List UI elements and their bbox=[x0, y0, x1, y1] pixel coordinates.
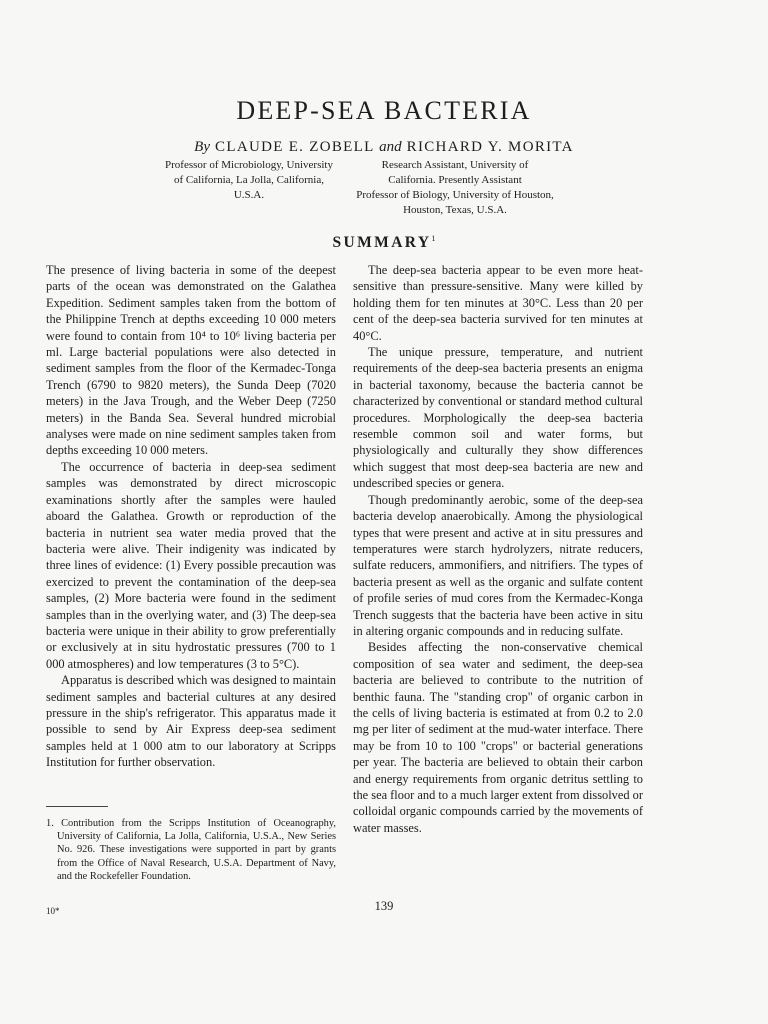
affiliation-line: California. Presently Assistant bbox=[388, 174, 522, 186]
paragraph: Besides affecting the non-conservative chemical composition of sea water and sediment, the deep-sea bacteria are believed to contribute to the nutrition of benthic fauna. The "standing crop" of organic carbon in the cells of living bacteria is estimated at from 0.2 to 2.0 mg per liter of sediment at the mud-water interface. There may be from 10 to 100 "crops" or bacterial generations per year. The bacteria are believed to obtain their carbon and energy requirements from organic detritus settling to the sea floor and to a much larger extent from dissolved or colloidal organic compounds carried by the movements of water masses. bbox=[353, 640, 643, 835]
affiliation-morita bbox=[340, 158, 570, 218]
signature-mark: 10* bbox=[46, 906, 60, 916]
author-morita: RICHARD Y. MORITA bbox=[406, 139, 574, 155]
paragraph: Apparatus is described which was designed to maintain sediment samples and bacterial cultures at any desired pressure in the ship's refrigerator. This apparatus made it possible to send by Air Express deep-sea sediment samples held at 1 000 atm to our laboratory at Scripps Institution for further observation. bbox=[46, 673, 336, 770]
byline-and: and bbox=[379, 139, 402, 155]
byline-by: By bbox=[194, 139, 210, 155]
paragraph: The deep-sea bacteria appear to be even more heat-sensitive than pressure-sensitive. Many were killed by holding them for ten minutes at 30°C. Less than 20 per cent of the deep-sea bacteria survived for ten minutes at 40°C. bbox=[353, 263, 643, 343]
summary-heading bbox=[0, 234, 768, 252]
footnote: 1. Contribution from the Scripps Institution of Oceanography, University of California, La Jolla, California, U.S.A., New Series No. 926. These investigations were supported in part by grants from the Office of Naval Research, U.S.A. Department of Navy, and the Rockefeller Foundation. bbox=[46, 818, 336, 882]
byline bbox=[0, 139, 768, 156]
paragraph: Though predominantly aerobic, some of the deep-sea bacteria develop anaerobically. Among the physiological types that were present and active at in situ pressures and temperatures were starch hydrolyzers, nitrate reducers, sulfate reducers, ammonifiers, and nitrifiers. The types of bacteria present as well as the organic and sulfate content of profile series of mud cores from the Kermadec-Konga Trench suggests that the bacteria have been active in situ in altering organic compounds and in reducing sulfate. bbox=[353, 492, 643, 638]
affiliation-zobell bbox=[150, 158, 348, 203]
footnote-mark: 1 bbox=[431, 234, 436, 243]
affiliation-line: Houston, Texas, U.S.A. bbox=[403, 204, 507, 216]
affiliation-line: Professor of Biology, University of Houston, bbox=[356, 189, 554, 201]
paragraph: The unique pressure, temperature, and nutrient requirements of the deep-sea bacteria presents an enigma in bacterial taxonomy, because the bacteria cannot be characterized by conventional or standard method cultural procedures. Morphologically the deep-sea bacteria resemble common soil and water forms, but physiologically and culturally they show differences which suggest that most deep-sea bacteria are new and undescribed species or genera. bbox=[353, 345, 643, 491]
author-zobell: CLAUDE E. ZOBELL bbox=[215, 139, 375, 155]
article-title: DEEP-SEA BACTERIA bbox=[236, 96, 532, 125]
page-number: 139 bbox=[374, 899, 394, 913]
affiliation-line: U.S.A. bbox=[233, 189, 265, 201]
affiliation-line: Research Assistant, University of bbox=[381, 159, 529, 171]
affiliation-line: Professor of Microbiology, University bbox=[165, 159, 333, 171]
right-column bbox=[353, 262, 643, 836]
paragraph: The occurrence of bacteria in deep-sea sediment samples was demonstrated by direct microscopic examinations shortly after the samples were hauled aboard the Galathea. Growth or reproduction of the bacteria in nutrient sea water media proved that the bacteria were alive. Their indigenity was indicated by three lines of evidence: (1) Every possible precaution was exercized to prevent the contamination of the deep-sea samples, (2) More bacteria were found in the sediment samples than in the overlying water, and (3) The deep-sea bacteria were unique in their ability to grow preferentially or exclusively at in situ hydrostatic pressures (700 to 1 000 atmospheres) and low temperatures (3 to 5°C). bbox=[46, 459, 336, 671]
affiliation-line: of California, La Jolla, California, bbox=[174, 174, 324, 186]
left-column bbox=[46, 262, 336, 771]
summary-heading-text: SUMMARY bbox=[332, 234, 432, 252]
paragraph: The presence of living bacteria in some of the deepest parts of the ocean was demonstrated on the Galathea Expedition. Sediment samples taken from the bottom of the Philippine Trench at depths exceeding 10 000 meters were found to contain from 10⁴ to 10⁶ living bacteria per ml. Large bacterial populations were also detected in sediment samples from the floor of the Kermadec-Tonga Trench (6790 to 9820 meters), the Sunda Deep (7020 meters) in the Java Trough, and the Weber Deep (7250 meters) in the Banda Sea. Several hundred microbial analyses were made on nine sediment samples taken from depths exceeding 10 000 meters. bbox=[46, 263, 336, 458]
footnote-divider bbox=[46, 806, 108, 807]
